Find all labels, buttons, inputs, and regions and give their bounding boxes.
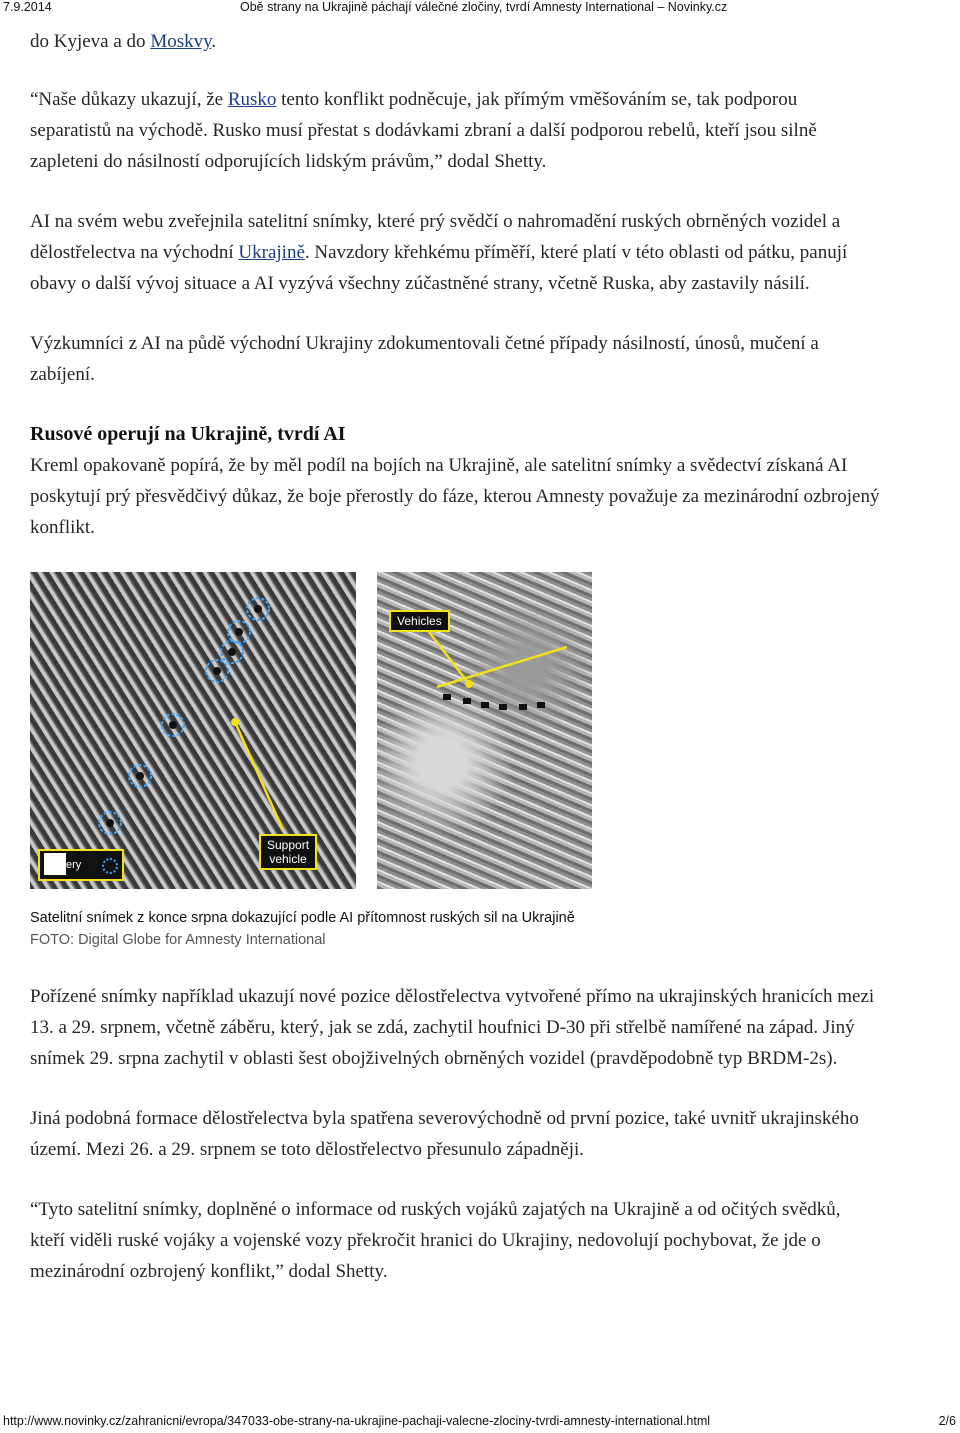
caption-text: Satelitní snímek z konce srpna dokazující podle AI přítomnost ruských sil na Ukrajině (30, 910, 575, 926)
link-ukrajine[interactable]: Ukrajině (238, 242, 305, 263)
satellite-image-vehicles (377, 572, 592, 889)
article-body (30, 26, 880, 1316)
photo-credit: FOTO: Digital Globe for Amnesty International (30, 932, 326, 948)
paragraph: Kreml opakovaně popírá, že by měl podíl na bojích na Ukrajině, ale satelitní snímky a svědectví získaná AI poskytují prý přesvědčivý důkaz, že boje přerostly do fáze, kterou Amnesty považuje za mezinárodní ozbrojený konflikt. (30, 455, 880, 538)
paragraph: do Kyjeva a do Moskvy. (30, 31, 217, 52)
satellite-image-artillery (30, 572, 356, 889)
paragraph: Pořízené snímky například ukazují nové pozice dělostřelectva vytvořené přímo na ukrajinských hranicích mezi 13. a 29. srpnem, včetně záběru, který, jak se zdá, zachytil houfnici D-30 při střelbě namířené na západ. Jiný snímek 29. srpna zachytil v oblasti šest obojživelných obrněných vozidel (pravděpodobně typ BRDM-2s). (30, 986, 875, 1069)
paragraph: Jiná podobná formace dělostřelectva byla spatřena severovýchodně od první pozice, také uvnitř ukrajinského území. Mezi 26. a 29. srpnem se toto dělostřelectvo přesunulo západněji. (30, 1108, 859, 1160)
paragraph-quote: “Naše důkazy ukazují, že Rusko tento konflikt podněcuje, jak přímým vměšováním se, tak podporou separatistů na východě. Rusko musí přestat s dodávkami zbraní a další podporou rebelů, kteří jsou silně zapleteni do násilností odporujících lidským právům,” dodal Shetty. (30, 89, 817, 172)
vehicles-label: Vehicles (389, 610, 450, 632)
legend-label: ery (66, 859, 82, 871)
page-url: http://www.novinky.cz/zahranicni/evropa/347033-obe-strany-na-ukrajine-pachaji-valecne-zlociny-tvrdi-amnesty-international.html (3, 1414, 711, 1428)
link-rusko[interactable]: Rusko (227, 89, 277, 110)
print-page-title: Obě strany na Ukrajině páchají válečné zločiny, tvrdí Amnesty International – Novinky.cz (240, 0, 728, 14)
paragraph: Výzkumníci z AI na půdě východní Ukrajiny zdokumentovali četné případy násilností, únosů, mučení a zabíjení. (30, 333, 819, 385)
link-moskvy[interactable]: Moskvy (150, 31, 212, 52)
page-number: 2/6 (938, 1414, 956, 1428)
legend-swatch (44, 853, 66, 875)
legend-box (38, 849, 124, 881)
figure-caption (30, 907, 880, 951)
paragraph-quote: “Tyto satelitní snímky, doplněné o informace od ruských vojáků zajatých na Ukrajině a od očitých svědků, kteří viděli ruské vojáky a vojenské vozy překročit hranici do Ukrajiny, nedovolují pochybovat, že jde o mezinárodní ozbrojený konflikt,” dodal Shetty. (30, 1199, 841, 1282)
support-vehicle-label: Support vehicle (259, 834, 317, 870)
legend-circle-icon (102, 858, 118, 874)
print-date: 7.9.2014 (3, 0, 52, 14)
subheading: Rusové operují na Ukrajině, tvrdí AI (30, 423, 346, 445)
paragraph: AI na svém webu zveřejnila satelitní snímky, které prý svědčí o nahromadění ruských obrněných vozidel a dělostřelectva na východní Ukrajině. Navzdory křehkému příměří, které platí v této oblasti od pátku, panují obavy o další vývoj situace a AI vyzývá všechny zúčastněné strany, včetně Ruska, aby zastavily násilí. (30, 211, 848, 294)
satellite-figure (30, 572, 880, 891)
